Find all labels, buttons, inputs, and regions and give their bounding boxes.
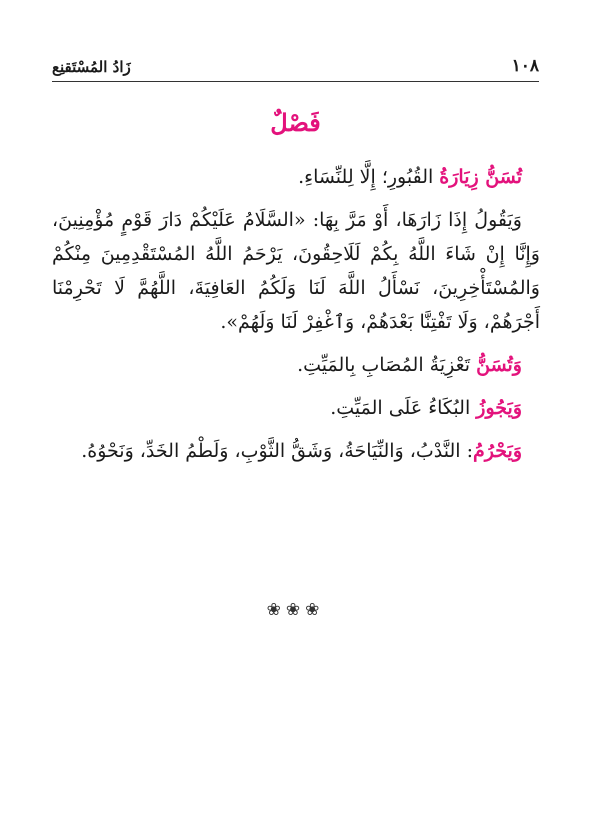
paragraph-text: القُبُورِ؛ إِلَّا لِلنِّسَاءِ. <box>298 166 440 188</box>
section-title: فَصْلٌ <box>270 108 321 137</box>
book-title: زَادُ المُسْتَقنِع <box>52 58 131 76</box>
page-number: ١٠٨ <box>511 56 539 76</box>
paragraph-text: البُكَاءُ عَلَى المَيِّتِ. <box>330 397 477 419</box>
paragraph-text: وَيَقُولُ إِذَا زَارَهَا، أَوْ مَرَّ بِهَا: «السَّلَامُ عَلَيْكُمْ دَارَ قَوْمٍ مُؤْمِنِينَ، وَإِنَّا إِنْ شَاءَ اللَّهُ بِكُمْ لَلَاحِقُونَ، يَرْحَمُ اللَّهُ المُسْتَقْدِمِينَ مِنْكُمْ وَالمُسْتَأْخِرِينَ، نَسْأَلُ اللَّهَ لَنَا وَلَكُمُ العَافِيَةَ، اللَّهُمَّ لَا تَحْرِمْنَا أَجْرَهُمْ، وَلَا تَفْتِنَّا بَعْدَهُمْ، وَٱغْفِرْ لَنَا وَلَهُمْ». <box>52 209 540 333</box>
paragraph-condolence <box>52 348 540 382</box>
body-text <box>52 160 540 477</box>
paragraph-prohibitions <box>52 434 540 468</box>
paragraph-text: تَعْزِيَةُ المُصَابِ بِالمَيِّتِ. <box>297 354 477 376</box>
keyword: وَتُسَنُّ <box>476 354 522 376</box>
flower-ornament-icon: ❀❀❀ <box>266 600 325 620</box>
keyword: تُسَنُّ زِيَارَةُ <box>439 166 522 188</box>
paragraph-weeping <box>52 391 540 425</box>
paragraph-text: : النَّدْبُ، وَالنِّيَاحَةُ، وَشَقُّ الثَّوْبِ، وَلَطْمُ الخَدِّ، وَنَحْوُهُ. <box>81 440 474 462</box>
header-rule <box>52 81 539 82</box>
paragraph-supplication <box>52 203 540 339</box>
paragraph-grave-visiting <box>52 160 540 194</box>
keyword: وَيَحْرُمُ <box>473 440 522 462</box>
keyword: وَيَجُوزُ <box>476 397 522 419</box>
running-header <box>52 56 539 78</box>
